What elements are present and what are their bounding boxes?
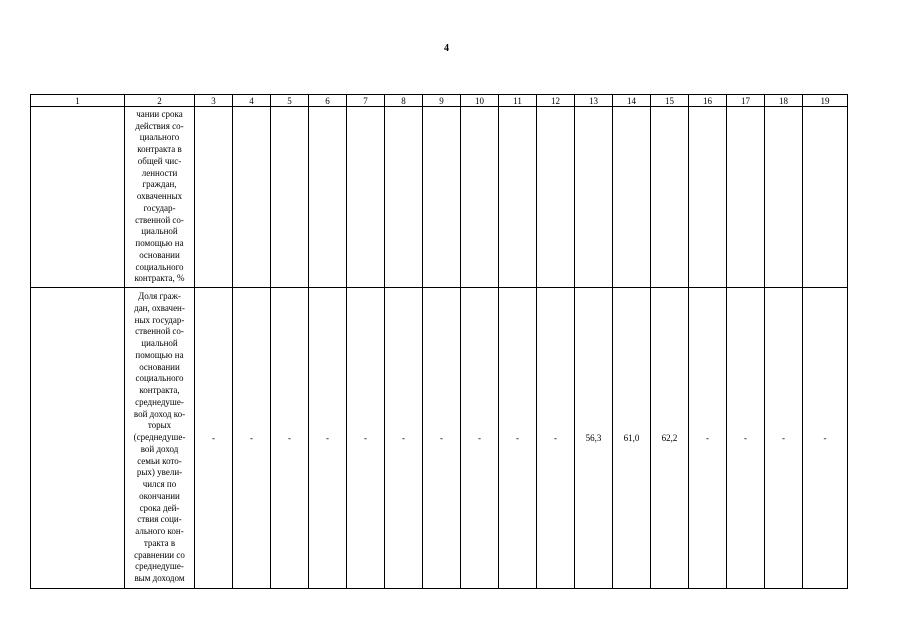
value-cell-col-11: - xyxy=(499,288,537,589)
column-header-18: 18 xyxy=(765,95,803,107)
column-header-6: 6 xyxy=(309,95,347,107)
column-header-14: 14 xyxy=(613,95,651,107)
indicator-text-line: семьи кото- xyxy=(137,455,182,466)
indicator-text-line: помощью на xyxy=(135,349,184,360)
indicator-text-line: рых) увели- xyxy=(136,467,183,478)
indicator-text-line: охваченных xyxy=(136,191,183,202)
indicator-text-line: циальной xyxy=(141,338,178,349)
indicator-text-line: срока дей- xyxy=(139,502,180,513)
table-row xyxy=(31,288,848,589)
value-cell-col-16 xyxy=(689,107,727,288)
indicator-text-line: чился по xyxy=(142,479,177,490)
indicator-text-line: окончании xyxy=(139,490,180,501)
column-header-10: 10 xyxy=(461,95,499,107)
value-cell-col-5 xyxy=(271,107,309,288)
column-header-19: 19 xyxy=(803,95,848,107)
column-header-1: 1 xyxy=(31,95,125,107)
column-header-12: 12 xyxy=(537,95,575,107)
value-cell-col-10: - xyxy=(461,288,499,589)
value-cell-col-9 xyxy=(423,107,461,288)
value-cell-col-18: - xyxy=(765,288,803,589)
value-cell-col-14: 61,0 xyxy=(613,288,651,589)
indicator-text-line: вой доход xyxy=(140,443,179,454)
column-header-3: 3 xyxy=(195,95,233,107)
indicator-text-line: ственной со- xyxy=(135,326,184,337)
indicator-text-line: сравнении со xyxy=(134,549,185,560)
indicator-text-line: циальной xyxy=(141,226,178,237)
column-header-5: 5 xyxy=(271,95,309,107)
value-cell-col-19 xyxy=(803,107,848,288)
value-cell-col-11 xyxy=(499,107,537,288)
column-header-11: 11 xyxy=(499,95,537,107)
page-number: 4 xyxy=(444,43,449,54)
value-cell-col-14 xyxy=(613,107,651,288)
table-row xyxy=(31,107,848,288)
indicator-text-line: контракта в xyxy=(137,144,182,155)
indicator-text-line: социального xyxy=(135,261,184,272)
indicator-text-line: основании xyxy=(139,249,180,260)
data-table xyxy=(30,94,848,589)
value-cell-col-5: - xyxy=(271,288,309,589)
indicator-text-line: вой доход ко- xyxy=(133,408,186,419)
column-header-17: 17 xyxy=(727,95,765,107)
row-number-cell xyxy=(31,288,125,589)
value-cell-col-3: - xyxy=(195,288,233,589)
indicator-text-line: контракта, % xyxy=(134,273,185,284)
column-header-2: 2 xyxy=(125,95,195,107)
indicator-text-line: основании xyxy=(139,361,180,372)
value-cell-col-3 xyxy=(195,107,233,288)
value-cell-col-8: - xyxy=(385,288,423,589)
indicator-name-cell xyxy=(125,288,195,589)
indicator-text-line: контракта, xyxy=(139,385,180,396)
value-cell-col-13 xyxy=(575,107,613,288)
value-cell-col-19: - xyxy=(803,288,848,589)
indicator-text-line: ных государ- xyxy=(134,314,185,325)
value-cell-col-12: - xyxy=(537,288,575,589)
column-header-15: 15 xyxy=(651,95,689,107)
column-header-9: 9 xyxy=(423,95,461,107)
value-cell-col-6: - xyxy=(309,288,347,589)
value-cell-col-15 xyxy=(651,107,689,288)
value-cell-col-6 xyxy=(309,107,347,288)
value-cell-col-7 xyxy=(347,107,385,288)
value-cell-col-12 xyxy=(537,107,575,288)
column-header-4: 4 xyxy=(233,95,271,107)
indicator-text-line: (среднедуше- xyxy=(133,432,186,443)
column-header-13: 13 xyxy=(575,95,613,107)
indicator-text-line: вым доходом xyxy=(134,573,185,584)
indicator-text-line: ственной со- xyxy=(135,214,184,225)
indicator-text-line: циального xyxy=(139,132,180,143)
indicator-text-line: ленности xyxy=(141,167,178,178)
header-row xyxy=(31,95,848,107)
value-cell-col-7: - xyxy=(347,288,385,589)
indicator-text-line: чании срока xyxy=(136,108,183,119)
indicator-text-line: Доля граж- xyxy=(138,291,181,302)
indicator-text-line: социального xyxy=(135,373,184,384)
column-header-8: 8 xyxy=(385,95,423,107)
indicator-name-cell xyxy=(125,107,195,288)
value-cell-col-13: 56,3 xyxy=(575,288,613,589)
indicator-text-line: помощью на xyxy=(135,238,184,249)
indicator-text-line: действия со- xyxy=(135,120,184,131)
indicator-text-line: дан, охвачен- xyxy=(134,302,185,313)
indicator-text-line: государ- xyxy=(143,202,176,213)
value-cell-col-16: - xyxy=(689,288,727,589)
value-cell-col-17: - xyxy=(727,288,765,589)
value-cell-col-18 xyxy=(765,107,803,288)
indicator-text-line: торых xyxy=(147,420,172,431)
value-cell-col-4: - xyxy=(233,288,271,589)
value-cell-col-15: 62,2 xyxy=(651,288,689,589)
row-number-cell xyxy=(31,107,125,288)
indicator-text-line: среднедуше- xyxy=(135,396,184,407)
indicator-text-line: ствия соци- xyxy=(137,514,182,525)
indicator-text-line: граждан, xyxy=(142,179,177,190)
value-cell-col-9: - xyxy=(423,288,461,589)
value-cell-col-10 xyxy=(461,107,499,288)
indicator-text-line: общей чис- xyxy=(137,155,182,166)
value-cell-col-8 xyxy=(385,107,423,288)
value-cell-col-17 xyxy=(727,107,765,288)
indicator-text-line: среднедуше- xyxy=(135,561,184,572)
column-header-7: 7 xyxy=(347,95,385,107)
indicator-text-line: тракта в xyxy=(143,537,176,548)
indicator-text-line: ального кон- xyxy=(135,526,184,537)
column-header-16: 16 xyxy=(689,95,727,107)
value-cell-col-4 xyxy=(233,107,271,288)
